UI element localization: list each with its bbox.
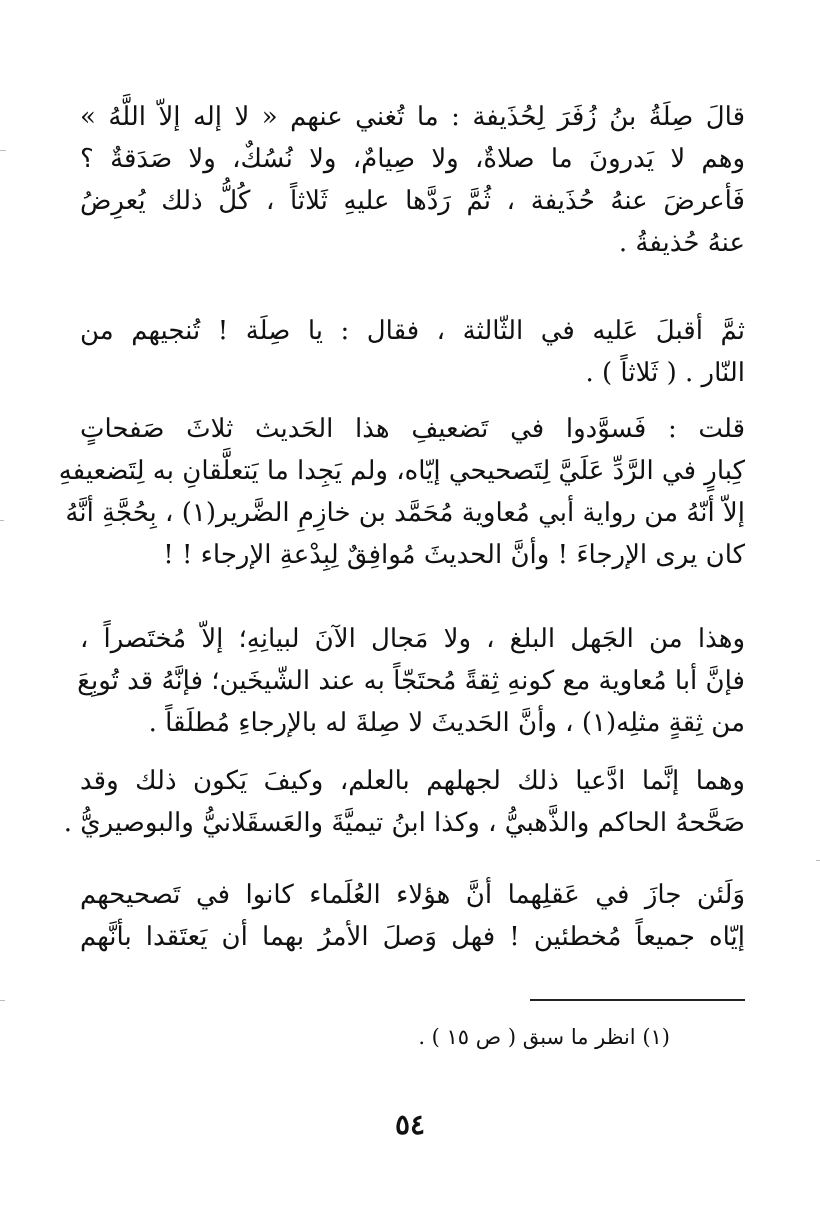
scan-edge-mark (0, 150, 6, 151)
text-line: إيّاه جميعاً مُخطئين ! فهل وَصلَ الأمرُ بهما أن يَعتَقدا بأنَّهم (80, 922, 745, 952)
text-line: من ثِقةٍ مثلِه(١) ، وأنَّ الحَديثَ لا صِلةَ له بالإرجاءِ مُطلَقاً . (148, 708, 745, 738)
text-line: وهم لا يَدرونَ ما صلاةٌ، ولا صِيامٌ، ولا نُسُكٌ، ولا صَدَقةٌ ؟ (80, 144, 745, 174)
paragraph-6 (80, 874, 745, 958)
paragraph-1 (80, 96, 745, 264)
text-line: وهذا من الجَهل البلغ ، ولا مَجال الآنَ لبيانِهِ؛ إلاّ مُختَصراً ، (80, 624, 745, 654)
text-line: قالَ صِلَةُ بنُ زُفَرَ لِحُذَيفة : ما تُغني عنهم « لا إله إلاّ اللَّهُ » (80, 102, 745, 132)
text-line: وَلَئن جازَ في عَقلِهما أنَّ هؤلاء العُلَماء كانوا في تَصحيحهم (80, 880, 745, 910)
footnote-separator (530, 999, 745, 1001)
text-line: كِبارٍ في الرَّدِّ عَلَيَّ لِتَصحيحي إيّاه، ولم يَجِدا ما يَتعلَّقانِ به لِتَضعيفهِ (58, 456, 745, 486)
paragraph-5 (63, 760, 745, 844)
page-number: ٥٤ (394, 1108, 426, 1141)
scan-edge-mark (816, 860, 820, 861)
text-line: كان يرى الإرجاءَ ! وأنَّ الحديثَ مُوافِقٌ لِبِدْعةِ الإرجاء ! ! (163, 540, 745, 570)
scan-edge-mark (0, 520, 4, 521)
footnote: (١) انظر ما سبق ( ص ١٥ ) . (418, 1025, 670, 1049)
paragraph-2 (80, 310, 745, 394)
scan-edge-mark (0, 1000, 5, 1001)
text-line: النّار . ( ثَلاثاً ) . (585, 358, 745, 388)
text-line: فَأعرضَ عنهُ حُذَيفة ، ثُمَّ رَدَّها عليهِ ثَلاثاً ، كُلُّ ذلك يُعرِضُ (80, 186, 745, 216)
text-line: فإنَّ أبا مُعاوية مع كونهِ ثِقةً مُحتَجّاً به عند الشّيخَين؛ فإنَّهُ قد تُوبِعَ (77, 666, 745, 696)
text-line: صَحَّحهُ الحاكم والذَّهبيُّ ، وكذا ابنُ تيميَّةَ والعَسقَلانيُّ والبوصيريُّ . (63, 808, 745, 838)
text-line: ثمَّ أقبلَ عَليه في الثّالثة ، فقال : يا صِلَة ! تُنجيهم من (80, 316, 745, 346)
text-line: وهما إنَّما ادَّعيا ذلك لجهلهم بالعلم، وكيفَ يَكون ذلك وقد (80, 766, 745, 796)
paragraph-4 (77, 618, 745, 744)
text-line: إلاّ أنّهُ من رواية أبي مُعاوية مُحَمَّد بن خازِمِ الضَّرير(١) ، بِحُجَّةِ أنَّهُ (65, 498, 745, 528)
text-line: قلت : فَسوَّدوا في تَضعيفِ هذا الحَديث ثلاثَ صَفحاتٍ (80, 414, 745, 444)
text-line: عنهُ حُذيفةُ . (618, 228, 745, 258)
paragraph-3 (58, 408, 745, 576)
